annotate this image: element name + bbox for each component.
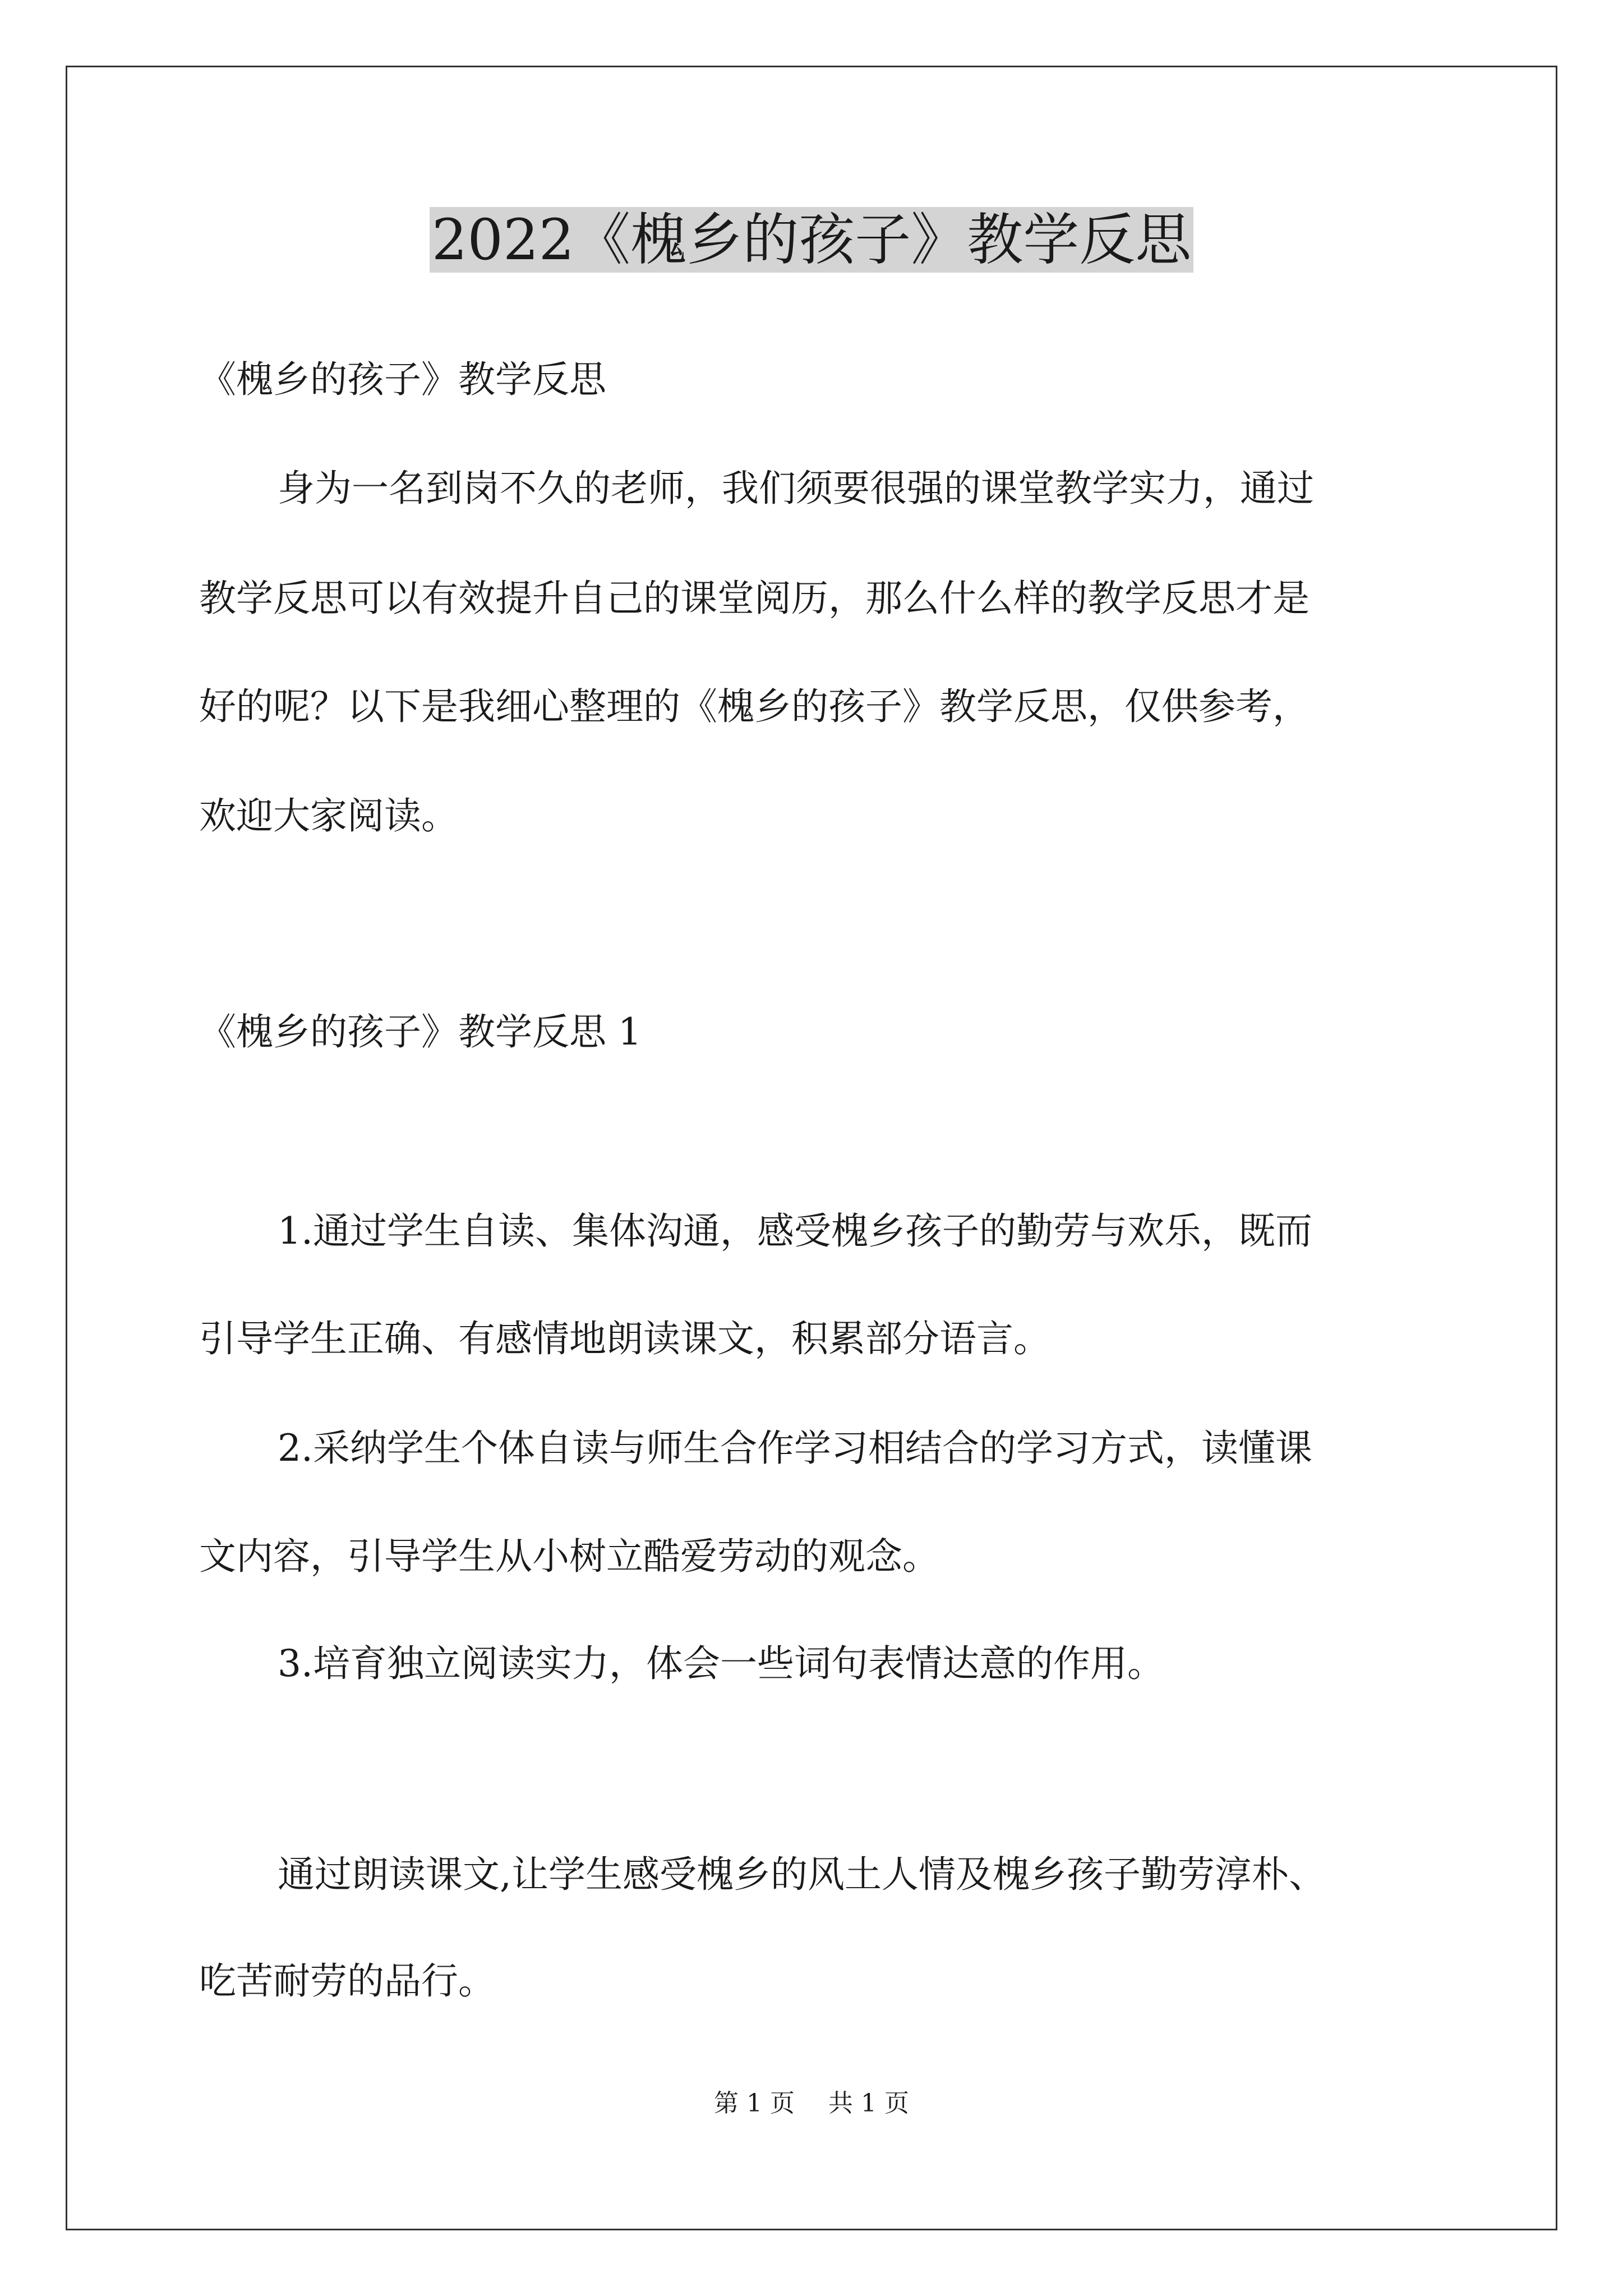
closing-line-1: 通过朗读课文,让学生感受槐乡的风土人情及槐乡孩子勤劳淳朴、 [278, 1853, 1326, 1896]
intro-line-3: 好的呢？以下是我细心整理的《槐乡的孩子》教学反思，仅供参考， [199, 685, 1310, 728]
intro-line-1: 身为一名到岗不久的老师，我们须要很强的课堂教学实力，通过 [278, 467, 1314, 510]
document-subtitle: 《槐乡的孩子》教学反思 [199, 358, 606, 401]
document-title-text: 2022《槐乡的孩子》教学反思 [430, 207, 1194, 273]
intro-line-2: 教学反思可以有效提升自己的课堂阅历，那么什么样的教学反思才是 [199, 577, 1310, 620]
section-heading: 《槐乡的孩子》教学反思 1 [199, 1010, 642, 1053]
point-1-line-2: 引导学生正确、有感情地朗读课文，积累部分语言。 [199, 1317, 1050, 1360]
page-number: 第 1 页 [714, 2089, 795, 2118]
point-2-line-2: 文内容，引导学生从小树立酷爱劳动的观念。 [199, 1535, 939, 1578]
point-1-line-1: 1.通过学生自读、集体沟通，感受槐乡孩子的勤劳与欢乐，既而 [278, 1209, 1312, 1253]
page-footer [0, 2087, 1623, 2120]
point-3-line-1: 3.培育独立阅读实力，体会一些词句表情达意的作用。 [278, 1642, 1164, 1685]
document-title [0, 201, 1623, 279]
intro-line-4: 欢迎大家阅读。 [199, 794, 458, 838]
point-2-line-1: 2.采纳学生个体自读与师生合作学习相结合的学习方式，读懂课 [278, 1427, 1312, 1470]
page-total: 共 1 页 [828, 2089, 909, 2118]
closing-line-2: 吃苦耐劳的品行。 [199, 1959, 495, 2003]
